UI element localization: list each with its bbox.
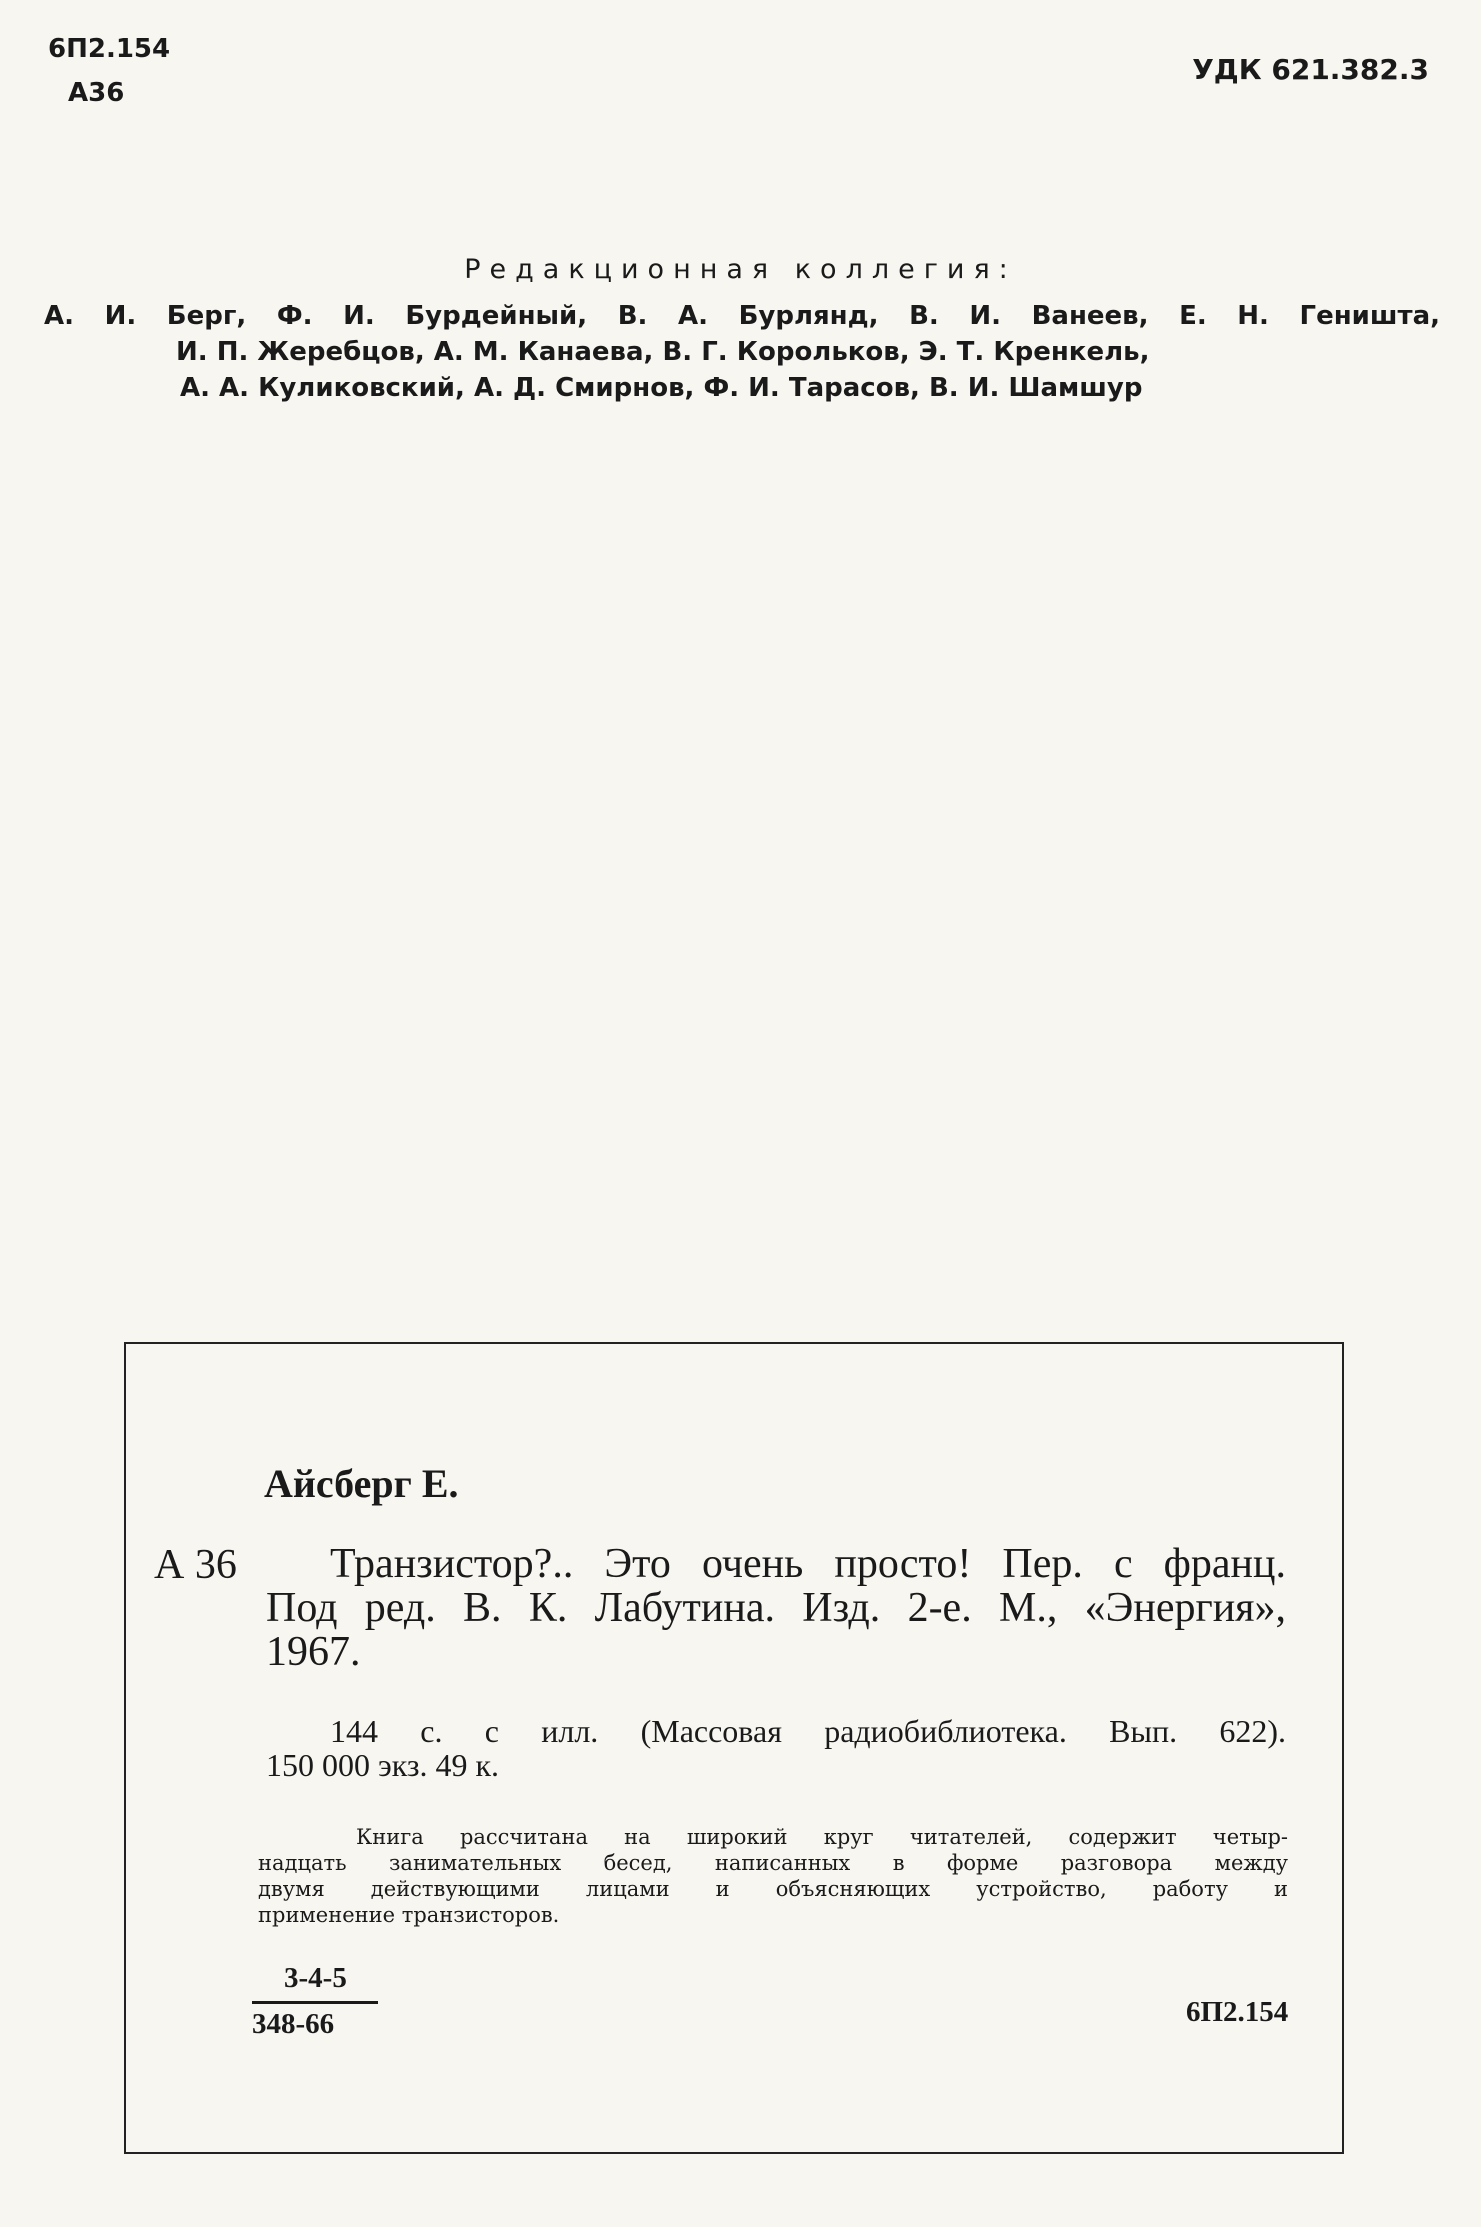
fraction-numerator: 3-4-5 <box>252 1964 378 2004</box>
card-title-line: 1967. <box>266 1629 361 1675</box>
card-imprint-line: 144 с. с илл. (Массовая радиобиблиотека. Вып. 622). <box>330 1713 1286 1749</box>
card-index-mark: А 36 <box>154 1542 237 1588</box>
udk-code: УДК 621.382.3 <box>1192 53 1429 86</box>
card-title-line: Под ред. В. К. Лабутина. Изд. 2-е. М., «Энергия», <box>266 1585 1286 1631</box>
annotation-line: двумя действующими лицами и объясняющих устройство, работу и <box>258 1877 1288 1901</box>
card-imprint-block <box>266 1714 1286 1782</box>
card-fraction <box>252 1964 378 2039</box>
editorial-board-members <box>44 298 1440 406</box>
editorial-board-heading: Редакционная коллегия: <box>464 254 1017 285</box>
card-author: Айсберг Е. <box>264 1461 459 1506</box>
annotation-line: применение транзисторов. <box>258 1903 560 1927</box>
card-title-line: Транзистор?.. Это очень просто! Пер. с франц. <box>330 1541 1286 1587</box>
editorial-board-line: И. П. Жеребцов, А. М. Канаева, В. Г. Корольков, Э. Т. Кренкель, <box>176 337 1150 367</box>
annotation-line: надцать занимательных бесед, написанных в форме разговора между <box>258 1851 1288 1875</box>
card-imprint-line: 150 000 экз. 49 к. <box>266 1747 500 1783</box>
annotation-line: Книга рассчитана на широкий круг читателей, содержит четыр- <box>356 1825 1288 1849</box>
card-annotation <box>258 1824 1288 1928</box>
fraction-denominator: 348-66 <box>252 2008 335 2040</box>
card-title-block <box>266 1542 1286 1674</box>
author-mark: А36 <box>68 78 125 108</box>
editorial-board-line: А. А. Куликовский, А. Д. Смирнов, Ф. И. Тарасов, В. И. Шамшур <box>180 373 1143 403</box>
card-class-code: 6П2.154 <box>1186 1996 1289 2028</box>
catalog-card <box>124 1342 1344 2154</box>
editorial-board-line: А. И. Берг, Ф. И. Бурдейный, В. А. Бурлянд, В. И. Ванеев, Е. Н. Геништа, <box>44 301 1440 331</box>
class-code: 6П2.154 <box>48 34 171 64</box>
